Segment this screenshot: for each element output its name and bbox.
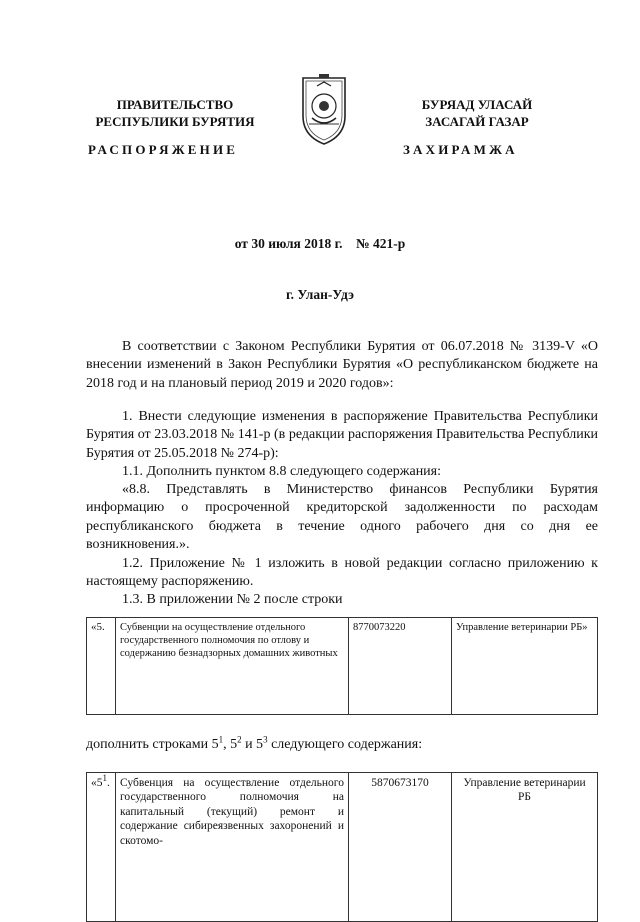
supplement-sep-1: , 5 — [223, 737, 238, 752]
header-left-line1: ПРАВИТЕЛЬСТВО — [116, 97, 234, 112]
row-number: «5. — [87, 618, 116, 715]
intro-paragraph: В соответствии с Законом Республики Бурятия от 06.07.2018 № 3139-V «О внесении изменений в Закон Республики Бурятия «О республиканском бюджете на 2018 год и на плановый период 2019 и 2020 годов»: — [86, 339, 598, 391]
row-description: Субвенции на осуществление отдельного государственного полномочия по отлову и содержанию безнадзорных домашних животных — [116, 618, 349, 715]
table-row — [87, 773, 598, 922]
sup-3: 3 — [263, 734, 268, 745]
item-1-2: 1.2. Приложение № 1 изложить в новой редакции согласно приложению к настоящему распоряжению. — [86, 556, 598, 590]
item-1: 1. Внести следующие изменения в распоряжение Правительства Республики Бурятия от 23.03.2018 № 141-р (в редакции распоряжения Правительства Республики Бурятия от 25.05.2018 № 274-р): — [86, 409, 598, 461]
sup-2: 2 — [237, 734, 242, 745]
supplement-sep-2: и 5 — [241, 737, 264, 752]
supplement-prefix: дополнить строками 5 — [86, 737, 219, 752]
header-left — [70, 96, 280, 130]
city: г. Улан-Удэ — [286, 287, 354, 302]
sup-1: 1 — [218, 734, 224, 745]
supplement-sentence — [86, 734, 423, 753]
row-number-main: «5 — [91, 777, 103, 789]
order-title-ru: РАСПОРЯЖЕНИЕ — [88, 142, 239, 157]
order-title-bur: ЗАХИРАМЖА — [403, 142, 518, 157]
table-existing-row — [86, 617, 598, 715]
table-new-rows — [86, 772, 598, 922]
row-number-suffix: . — [107, 777, 110, 789]
row-description: Субвенция на осуществление отдельного государственного полномочия на капитальный (текущий) ремонт и содержание сибиреязвенных захоронений и скотомо- — [116, 773, 349, 922]
header-right-line1: БУРЯАД УЛАСАЙ — [421, 97, 533, 112]
table-row — [87, 618, 598, 715]
row-code: 8770073220 — [349, 618, 452, 715]
row-organization: Управление ветеринарии РБ» — [452, 618, 598, 715]
row-number — [87, 773, 116, 922]
header-right — [372, 96, 582, 130]
item-8-8: «8.8. Представлять в Министерство финансов Республики Бурятия информацию о просроченной кредиторской задолженности по расходам республиканского бюджета в течение одного рабочего дня со дня ее возникновения.». — [86, 482, 598, 553]
row-number-sup: 1 — [102, 773, 107, 784]
supplement-suffix: следующего содержания: — [267, 737, 423, 752]
item-1-3: 1.3. В приложении № 2 после строки — [122, 592, 343, 607]
header-right-line2: ЗАСАГАЙ ГАЗАР — [425, 114, 529, 129]
coat-of-arms-emblem — [299, 72, 349, 148]
row-code: 5870673170 — [349, 773, 452, 922]
item-1-1: 1.1. Дополнить пунктом 8.8 следующего содержания: — [122, 464, 442, 479]
date-number: от 30 июля 2018 г. № 421-р — [234, 236, 406, 251]
header-left-line2: РЕСПУБЛИКИ БУРЯТИЯ — [95, 114, 255, 129]
row-organization: Управление ветеринарии РБ — [452, 773, 598, 922]
